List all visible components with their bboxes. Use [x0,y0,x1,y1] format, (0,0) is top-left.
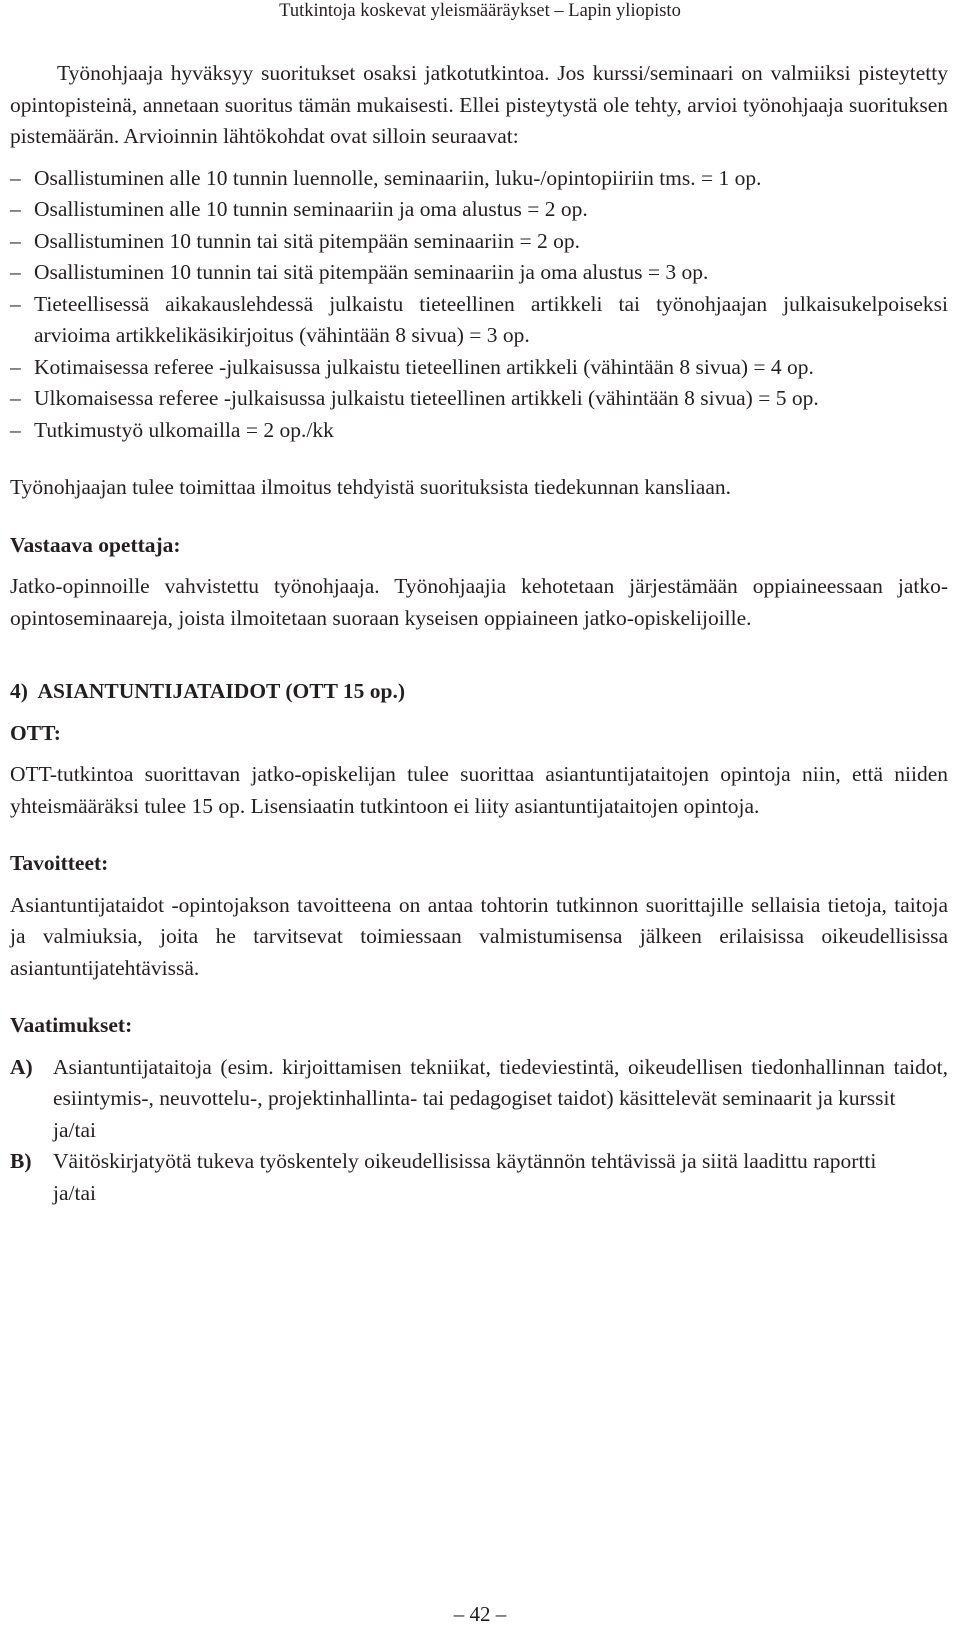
requirement-item [10,1146,948,1209]
ott-text: OTT-tutkintoa suorittavan jatko-opiskelijan tulee suorittaa asiantuntijataitojen opintoja niin, että niiden yhteismääräksi tulee 15 op. Lisensiaatin tutkintoon ei liity asiantuntijataitojen opintoja. [10,762,948,818]
page-number: – 42 – [453,1602,507,1626]
dash-marker: – [10,386,21,410]
goals-heading: Tavoitteet: [10,851,109,875]
criteria-item: – Osallistuminen 10 tunnin tai sitä pitempään seminaariin ja oma alustus = 3 op. [10,257,948,289]
criteria-item: – Ulkomaisessa referee -julkaisussa julkaistu tieteellinen artikkeli (vähintään 8 sivua) = 5 op. [10,383,948,415]
responsible-teacher-text: Jatko-opinnoille vahvistettu työnohjaaja. Työnohjaajia kehotetaan järjestämään oppiaineessaan jatko-opintoseminaareja, joista ilmoitetaan suoraan kyseisen oppiaineen jatko-opiskelijoille. [10,574,948,630]
requirement-item [10,1052,948,1147]
requirement-marker: A) [10,1054,33,1079]
dash-marker: – [10,197,21,221]
responsible-teacher-heading: Vastaava opettaja: [10,532,181,557]
dash-marker: – [10,417,21,442]
requirements-list [10,1052,948,1210]
requirement-marker: B) [10,1149,32,1173]
goals-text: Asiantuntijataidot -opintojakson tavoitteena on antaa tohtorin tutkinnon suorittajille sellaisia tietoja, taitoja ja valmiuksia, joita he tarvitsevat toimiessaan valmistumisensa jälkeen erilaisissa oikeudellisissa asiantuntijatehtävissä. [10,892,948,980]
criteria-item: – Kotimaisessa referee -julkaisussa julkaistu tieteellinen artikkeli (vähintään 8 sivua) = 4 op. [10,352,948,384]
requirement-text: Asiantuntijataitoja (esim. kirjoittamisen tekniikat, tiedeviestintä, oikeudellisen tiedonhallinnan taidot, esiintymis-, neuvottelu-, projektinhallinta- tai pedagogiset taidot) käsittelevät seminaarit ja kurssit [53,1054,948,1110]
assessment-criteria-list [10,163,948,447]
intro-paragraph: Työnohjaaja hyväksyy suoritukset osaksi jatkotutkintoa. Jos kurssi/seminaari on valmiiksi pisteytetty opintopisteinä, annetaan suoritus tämän mukaisesti. Ellei pisteytystä ole tehty, arvioi työnohjaaja suorituksen pistemäärän. Arvioinnin lähtökohdat ovat silloin seuraavat: [10,61,948,148]
running-header: Tutkintoja koskevat yleismääräykset – Lapin yliopisto [279,1,681,21]
requirements-heading: Vaatimukset: [10,1013,133,1037]
dash-marker: – [10,291,21,316]
dash-marker: – [10,260,21,284]
criteria-item: – Tutkimustyö ulkomailla = 2 op./kk [10,415,948,447]
ott-heading: OTT: [10,720,61,745]
requirement-text: Väitöskirjatyötä tukeva työskentely oikeudellisissa käytännön tehtävissä ja siitä laadittu raportti [53,1149,877,1173]
requirement-connector: ja/tai [53,1180,96,1205]
criteria-item: – Tieteellisessä aikakauslehdessä julkaistu tieteellinen artikkeli tai työnohjaajan julkaisukelpoiseksi arvioima artikkelikäsikirjoitus (vähintään 8 sivua) = 3 op. [10,289,948,352]
dash-marker: – [10,165,21,190]
section-title: 4) ASIANTUNTIJATAIDOT (OTT 15 op.) [10,679,406,703]
requirement-connector: ja/tai [53,1117,96,1142]
notice-paragraph: Työnohjaajan tulee toimittaa ilmoitus tehdyistä suorituksista tiedekunnan kansliaan. [10,475,731,499]
criteria-item: – Osallistuminen alle 10 tunnin luennolle, seminaariin, luku-/opintopiiriin tms. = 1 op. [10,163,948,195]
criteria-item: – Osallistuminen 10 tunnin tai sitä pitempään seminaariin = 2 op. [10,226,948,258]
dash-marker: – [10,354,21,379]
page-content [10,58,948,1209]
criteria-item: – Osallistuminen alle 10 tunnin seminaariin ja oma alustus = 2 op. [10,194,948,226]
dash-marker: – [10,228,21,253]
